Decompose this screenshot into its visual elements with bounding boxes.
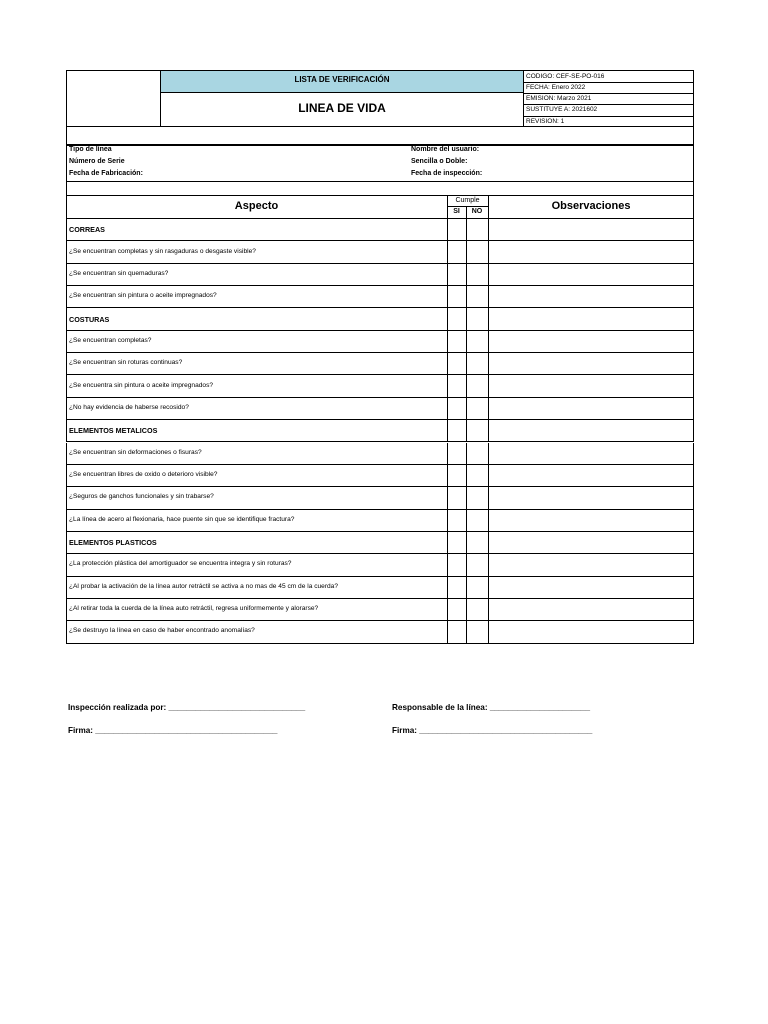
question-text: ¿Se encuentran sin quemaduras? (69, 269, 169, 277)
meta-line-3 (523, 104, 694, 105)
observaciones-header: Observaciones (551, 200, 631, 212)
si-checkbox-cell[interactable] (448, 241, 466, 263)
question-text: ¿Seguros de ganchos funcionales y sin trabarse? (69, 493, 214, 501)
question-text: ¿Al probar la activación de la línea autor retráctil se activa a no mas de 45 cm de la cuerda? (69, 582, 339, 590)
si-checkbox-cell[interactable] (448, 577, 466, 599)
si-header: SI (453, 208, 460, 215)
meta-line-4 (523, 116, 694, 117)
no-checkbox-cell[interactable] (467, 264, 488, 286)
si-checkbox-cell[interactable] (448, 353, 466, 375)
no-checkbox-cell (467, 219, 488, 241)
si-checkbox-cell[interactable] (448, 398, 466, 420)
no-checkbox-cell[interactable] (467, 286, 488, 308)
question-text: ¿Al retirar toda la cuerda de la línea auto retráctil, regresa uniformemente y alorarse? (69, 605, 319, 613)
observaciones-cell[interactable] (489, 465, 693, 487)
section-label: ELEMENTOS PLASTICOS (69, 538, 157, 548)
no-checkbox-cell (467, 532, 488, 554)
no-checkbox-cell[interactable] (467, 398, 488, 420)
no-checkbox-cell[interactable] (467, 241, 488, 263)
no-checkbox-cell[interactable] (467, 621, 488, 643)
question-text: ¿Se destruyo la línea en caso de haber encontrado anomalías? (69, 627, 255, 635)
meta-revision: REVISION: 1 (526, 118, 565, 125)
no-checkbox-cell[interactable] (467, 554, 488, 576)
list-title: LISTA DE VERIFICACIÓN (294, 75, 390, 84)
si-checkbox-cell[interactable] (448, 443, 466, 465)
si-checkbox-cell[interactable] (448, 375, 466, 397)
meta-codigo: CODIGO: CEF-SE-PO-016 (526, 73, 605, 80)
si-checkbox-cell[interactable] (448, 487, 466, 509)
responsable-linea-line: Responsable de la línea: ______________________ (392, 703, 591, 712)
meta-fecha: FECHA: Enero 2022 (526, 84, 586, 91)
question-text: ¿No hay evidencia de haberse recosido? (69, 403, 189, 411)
firma-left-line: Firma: ________________________________________ (68, 726, 278, 735)
section-label: COSTURAS (69, 314, 110, 324)
no-checkbox-cell[interactable] (467, 510, 488, 532)
spacer-row-1 (66, 127, 694, 144)
observaciones-cell[interactable] (489, 420, 693, 442)
observaciones-cell[interactable] (489, 286, 693, 308)
question-text: ¿La protección plástica del amortiguador se encuentra integra y sin roturas? (69, 560, 292, 568)
si-checkbox-cell[interactable] (448, 465, 466, 487)
question-text: ¿Se encuentran sin roturas continuas? (69, 359, 183, 367)
meta-sustituye: SUSTITUYE A: 2021602 (526, 106, 598, 113)
section-label: CORREAS (69, 225, 105, 235)
no-checkbox-cell[interactable] (467, 375, 488, 397)
no-header: NO (471, 208, 483, 215)
no-checkbox-cell[interactable] (467, 331, 488, 353)
no-checkbox-cell[interactable] (467, 487, 488, 509)
meta-line-1 (523, 82, 694, 83)
question-text: ¿Se encuentran sin deformaciones o fisuras? (69, 448, 202, 456)
no-checkbox-cell[interactable] (467, 443, 488, 465)
fecha-fabricacion-label: Fecha de Fabricación: (69, 170, 143, 177)
cumple-underline (447, 206, 488, 207)
spacer-row-2 (66, 182, 694, 195)
section-label: ELEMENTOS METALICOS (69, 426, 158, 436)
question-text: ¿La línea de acero al flexionaria, hace puente sin que se identifique fractura? (69, 515, 295, 523)
question-text: ¿Se encuentran libres de oxido o deterioro visible? (69, 471, 218, 479)
observaciones-cell[interactable] (489, 264, 693, 286)
meta-divider (523, 70, 524, 127)
observaciones-cell[interactable] (489, 532, 693, 554)
si-checkbox-cell (448, 308, 466, 330)
nombre-usuario-label: Nombre del usuario: (411, 146, 480, 153)
observaciones-cell[interactable] (489, 241, 693, 263)
observaciones-cell[interactable] (489, 308, 693, 330)
si-checkbox-cell (448, 420, 466, 442)
meta-emision: EMISION: Marzo 2021 (526, 95, 592, 102)
observaciones-cell[interactable] (489, 487, 693, 509)
no-checkbox-cell[interactable] (467, 599, 488, 621)
fecha-inspeccion-label: Fecha de inspección: (411, 170, 483, 177)
observaciones-cell[interactable] (489, 510, 693, 532)
question-text: ¿Se encuentran completas? (69, 336, 152, 344)
numero-serie-label: Número de Serie (69, 158, 125, 165)
observaciones-cell[interactable] (489, 621, 693, 643)
no-checkbox-cell[interactable] (467, 465, 488, 487)
no-checkbox-cell (467, 420, 488, 442)
si-checkbox-cell[interactable] (448, 554, 466, 576)
no-checkbox-cell[interactable] (467, 353, 488, 375)
firma-right-line: Firma: ______________________________________ (392, 726, 593, 735)
observaciones-cell[interactable] (489, 599, 693, 621)
observaciones-cell[interactable] (489, 353, 693, 375)
si-checkbox-cell[interactable] (448, 331, 466, 353)
info-frame (66, 144, 694, 182)
aspecto-header: Aspecto (234, 200, 279, 212)
si-checkbox-cell (448, 219, 466, 241)
observaciones-cell[interactable] (489, 443, 693, 465)
si-checkbox-cell[interactable] (448, 286, 466, 308)
si-checkbox-cell[interactable] (448, 621, 466, 643)
cumple-header: Cumple (455, 197, 480, 204)
no-checkbox-cell (467, 308, 488, 330)
question-text: ¿Se encuentra sin pintura o aceite impregnados? (69, 381, 214, 389)
observaciones-cell[interactable] (489, 219, 693, 241)
observaciones-cell[interactable] (489, 331, 693, 353)
sencilla-doble-label: Sencilla o Doble: (411, 158, 468, 165)
si-checkbox-cell (448, 532, 466, 554)
si-checkbox-cell[interactable] (448, 264, 466, 286)
observaciones-cell[interactable] (489, 375, 693, 397)
si-checkbox-cell[interactable] (448, 510, 466, 532)
question-text: ¿Se encuentran sin pintura o aceite impregnados? (69, 292, 217, 300)
no-checkbox-cell[interactable] (467, 577, 488, 599)
observaciones-cell[interactable] (489, 398, 693, 420)
observaciones-cell[interactable] (489, 554, 693, 576)
meta-line-2 (523, 93, 694, 94)
question-text: ¿Se encuentran completas y sin rasgaduras o desgaste visible? (69, 247, 256, 255)
doc-title: LINEA DE VIDA (298, 101, 386, 115)
observaciones-cell[interactable] (489, 577, 693, 599)
si-checkbox-cell[interactable] (448, 599, 466, 621)
inspeccion-realizada-line: Inspección realizada por: ______________________________ (68, 703, 306, 712)
tipo-linea-label: Tipo de línea (69, 146, 112, 153)
